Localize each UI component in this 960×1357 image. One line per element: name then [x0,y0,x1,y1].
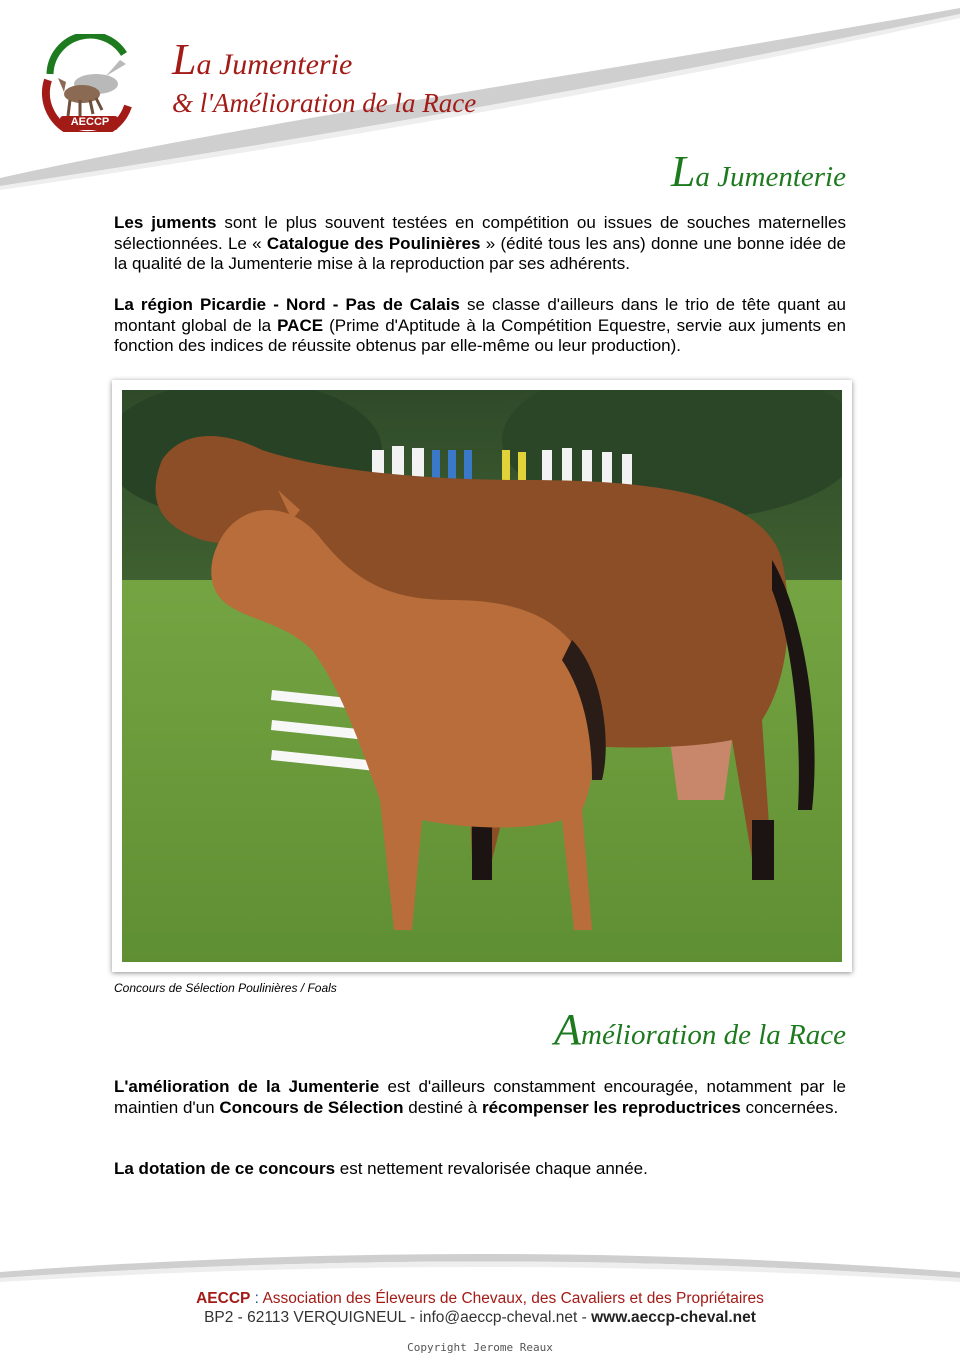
paragraph-amelioration [114,1077,846,1118]
bold-text: récompenser les reproductrices [481,1097,741,1117]
body-text: est d'ailleurs constamment encouragée, notamment par le maintien d'un [114,1077,846,1117]
body-text: se classe d'ailleurs dans le trio de tête quant au montant global de la [114,295,846,335]
paragraph-dotation [114,1159,846,1180]
bold-text: La dotation de ce concours [114,1159,336,1178]
bold-text: L'amélioration de la Jumenterie [114,1077,380,1096]
body-text: sont le plus souvent testées en compétition ou issues de souches maternelles sélectionnées. Le « [114,213,846,253]
paragraph-jumenterie-intro [114,213,846,275]
header-title [172,34,352,85]
footer-address-email[interactable]: BP2 - 62113 VERQUIGNEUL - info@aeccp-cheval.net - [204,1309,592,1326]
footer-website-link[interactable]: www.aeccp-cheval.net [591,1309,756,1326]
footer-name-part: Association des [262,1290,376,1307]
section-title-initial: L [670,147,696,196]
section-title-rest: mélioration de la Race [581,1019,846,1051]
body-text: est nettement revalorisée chaque année. [335,1159,648,1178]
photo-frame [112,380,852,972]
section-title-initial: A [554,1005,582,1054]
body-text: concernées. [740,1097,839,1117]
footer-separator: : [250,1290,263,1307]
header-title-initial: L [172,35,197,84]
footer-acronym: AECCP [196,1290,251,1307]
footer-name-part: Cavaliers et des [560,1290,677,1307]
body-text: destiné à [403,1097,482,1117]
copyright: Copyright Jerome Reaux [407,1341,553,1354]
footer-name-part: Éleveurs de [375,1290,462,1307]
body-text: (Prime d'Aptitude à la Compétition Equestre, servie aux juments en fonction des indices de réussite obtenus par elle-même ou leur production). [114,315,846,355]
aeccp-logo[interactable] [40,34,134,132]
footer-name-part: Propriétaires [676,1290,764,1307]
bold-text: Concours de Sélection [219,1097,404,1117]
section-title-rest: a Jumenterie [695,161,846,193]
footer-association-name [0,1290,960,1308]
photo-caption: Concours de Sélection Poulinières / Foals [114,981,337,995]
header-subtitle: & l'Amélioration de la Race [172,88,477,118]
footer-contact [0,1309,960,1327]
section-title-amelioration [554,1004,846,1055]
bold-text: Les juments [114,213,217,232]
bold-text: La région Picardie - Nord - Pas de Calais [114,295,460,314]
mare-and-foal-photo [122,390,842,962]
header-title-rest: a Jumenterie [196,48,353,81]
paragraph-region-pace [114,295,846,357]
body-text: » (édité tous les ans) donne une bonne idée de la qualité de la Jumenterie mise à la reproduction par ses adhérents. [114,233,846,273]
bold-text: Catalogue des Poulinières [266,233,481,253]
section-title-jumenterie [671,146,846,197]
bold-text: PACE [277,315,324,335]
footer-name-part: Chevaux, des [461,1290,561,1307]
logo-text: AECCP [70,116,110,128]
